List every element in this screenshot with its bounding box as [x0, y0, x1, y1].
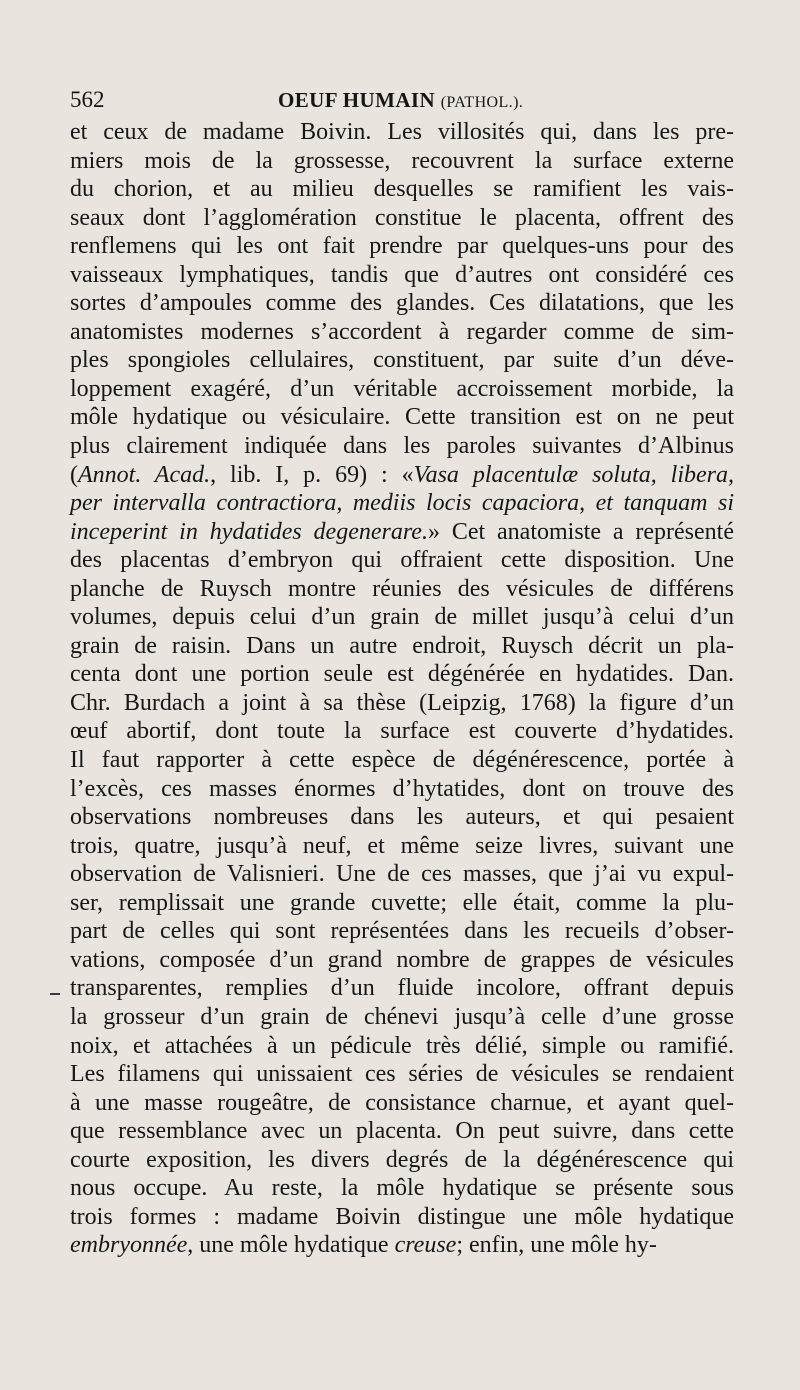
- text-line: [70, 1203, 734, 1232]
- text-segment: vaisseaux lymphatiques, tandis que d’autres ont considéré ces: [70, 261, 734, 288]
- text-segment: observations nombreuses dans les auteurs, et qui pesaient: [70, 804, 734, 831]
- text-line: [70, 432, 734, 461]
- text-line: [70, 632, 734, 661]
- text-line: [70, 1231, 734, 1260]
- text-segment: part de celles qui sont représentées dans les recueils d’obser-: [70, 918, 734, 945]
- text-segment: anatomistes modernes s’accordent à regarder comme de sim-: [70, 318, 734, 345]
- text-segment: noix, et attachées à un pédicule très délié, simple ou ramifié.: [70, 1032, 734, 1059]
- text-segment: ples spongioles cellulaires, constituent, par suite d’un déve-: [70, 347, 734, 374]
- text-segment: sortes d’ampoules comme des glandes. Ces dilatations, que les: [70, 290, 734, 317]
- text-segment: Chr. Burdach a joint à sa thèse (Leipzig, 1768) la figure d’un: [70, 689, 734, 716]
- text-segment: volumes, depuis celui d’un grain de millet jusqu’à celui d’un: [70, 604, 734, 631]
- italic-segment: inceperint in hydatides degenerare.: [70, 518, 428, 545]
- text-segment: vations, composée d’un grand nombre de grappes de vésicules: [70, 946, 734, 973]
- text-line: [70, 204, 734, 233]
- italic-segment: per intervalla contractiora, mediis locis capaciora, et tanquam si: [70, 490, 734, 517]
- text-line: [70, 375, 734, 404]
- italic-segment: creuse: [394, 1232, 457, 1259]
- text-segment: Il faut rapporter à cette espèce de dégénérescence, portée à: [70, 747, 734, 774]
- text-line: [70, 289, 734, 318]
- page-header: [70, 86, 734, 118]
- running-title: [278, 86, 523, 117]
- text-line: [70, 889, 734, 918]
- running-title-main: OEUF HUMAIN: [278, 88, 436, 112]
- text-line: [70, 1089, 734, 1118]
- text-line: [70, 974, 734, 1003]
- text-line: [70, 175, 734, 204]
- text-line: [70, 489, 734, 518]
- text-segment: transparentes, remplies d’un fluide incolore, offrant depuis: [70, 975, 734, 1002]
- text-line: [70, 1032, 734, 1061]
- italic-segment: Annot. Acad.: [78, 461, 211, 488]
- text-line: [70, 917, 734, 946]
- text-segment: à une masse rougeâtre, de consistance charnue, et ayant quel-: [70, 1089, 734, 1116]
- text-line: [70, 546, 734, 575]
- text-line: [70, 1174, 734, 1203]
- text-segment: planche de Ruysch montre réunies des vésicules de différens: [70, 575, 734, 602]
- text-line: [70, 1117, 734, 1146]
- text-line: [70, 118, 734, 147]
- text-segment: centa dont une portion seule est dégénérée en hydatides. Dan.: [70, 661, 734, 688]
- text-segment: , lib. I, p. 69) : «: [210, 461, 414, 488]
- text-line: [70, 775, 734, 804]
- italic-segment: Vasa placentulæ soluta, libera,: [413, 461, 734, 488]
- text-segment: courte exposition, les divers degrés de la dégénérescence qui: [70, 1146, 734, 1173]
- text-line: [70, 147, 734, 176]
- text-segment: trois, quatre, jusqu’à neuf, et même seize livres, suivant une: [70, 832, 734, 859]
- text-segment: » Cet anatomiste a représenté: [427, 518, 734, 545]
- text-line: [70, 518, 734, 547]
- text-line: [70, 261, 734, 290]
- text-segment: plus clairement indiquée dans les paroles suivantes d’Albinus: [70, 433, 734, 460]
- text-line: [70, 232, 734, 261]
- text-segment: la grosseur d’un grain de chénevi jusqu’à celle d’une grosse: [70, 1003, 734, 1030]
- text-segment: l’excès, ces masses énormes d’hytatides, dont on trouve des: [70, 775, 734, 802]
- text-line: [70, 461, 734, 490]
- text-line: [70, 403, 734, 432]
- text-segment: seaux dont l’agglomération constitue le placenta, offrent des: [70, 204, 734, 231]
- text-line: [70, 746, 734, 775]
- text-line: [70, 1003, 734, 1032]
- text-segment: miers mois de la grossesse, recouvrent la surface externe: [70, 147, 734, 174]
- text-line: [70, 860, 734, 889]
- text-line: [70, 832, 734, 861]
- text-segment: grain de raisin. Dans un autre endroit, Ruysch décrit un pla-: [70, 632, 734, 659]
- page-number: 562: [70, 87, 105, 112]
- text-segment: des placentas d’embryon qui offraient cette disposition. Une: [70, 547, 734, 574]
- text-segment: œuf abortif, dont toute la surface est couverte d’hydatides.: [70, 718, 734, 745]
- text-segment: loppement exagéré, d’un véritable accroissement morbide, la: [70, 375, 734, 402]
- text-segment: môle hydatique ou vésiculaire. Cette transition est on ne peut: [70, 404, 734, 431]
- text-line: [70, 346, 734, 375]
- text-segment: , une môle hydatique: [187, 1232, 395, 1259]
- text-segment: Les filamens qui unissaient ces séries de vésicules se rendaient: [70, 1061, 734, 1088]
- margin-mark: [50, 993, 60, 995]
- text-segment: que ressemblance avec un placenta. On peut suivre, dans cette: [70, 1118, 734, 1145]
- text-segment: et ceux de madame Boivin. Les villosités qui, dans les pre-: [70, 119, 734, 145]
- text-segment: observation de Valisnieri. Une de ces masses, que j’ai vu expul-: [70, 861, 734, 888]
- text-line: [70, 946, 734, 975]
- text-line: [70, 689, 734, 718]
- text-line: [70, 318, 734, 347]
- text-line: [70, 717, 734, 746]
- body-text: [70, 118, 734, 1260]
- italic-segment: embryonnée: [70, 1232, 188, 1259]
- text-segment: (: [70, 461, 78, 488]
- text-line: [70, 575, 734, 604]
- text-line: [70, 603, 734, 632]
- text-segment: trois formes : madame Boivin distingue une môle hydatique: [70, 1203, 734, 1230]
- text-segment: nous occupe. Au reste, la môle hydatique se présente sous: [70, 1175, 734, 1202]
- text-line: [70, 660, 734, 689]
- text-segment: ; enfin, une môle hy-: [456, 1232, 657, 1259]
- running-title-paren: (PATHOL.).: [440, 94, 524, 111]
- text-line: [70, 1146, 734, 1175]
- text-segment: renflemens qui les ont fait prendre par quelques-uns pour des: [70, 233, 734, 260]
- text-line: [70, 1060, 734, 1089]
- text-segment: ser, remplissait une grande cuvette; elle était, comme la plu-: [70, 889, 734, 916]
- text-segment: du chorion, et au milieu desquelles se ramifient les vais-: [70, 176, 734, 203]
- text-line: [70, 803, 734, 832]
